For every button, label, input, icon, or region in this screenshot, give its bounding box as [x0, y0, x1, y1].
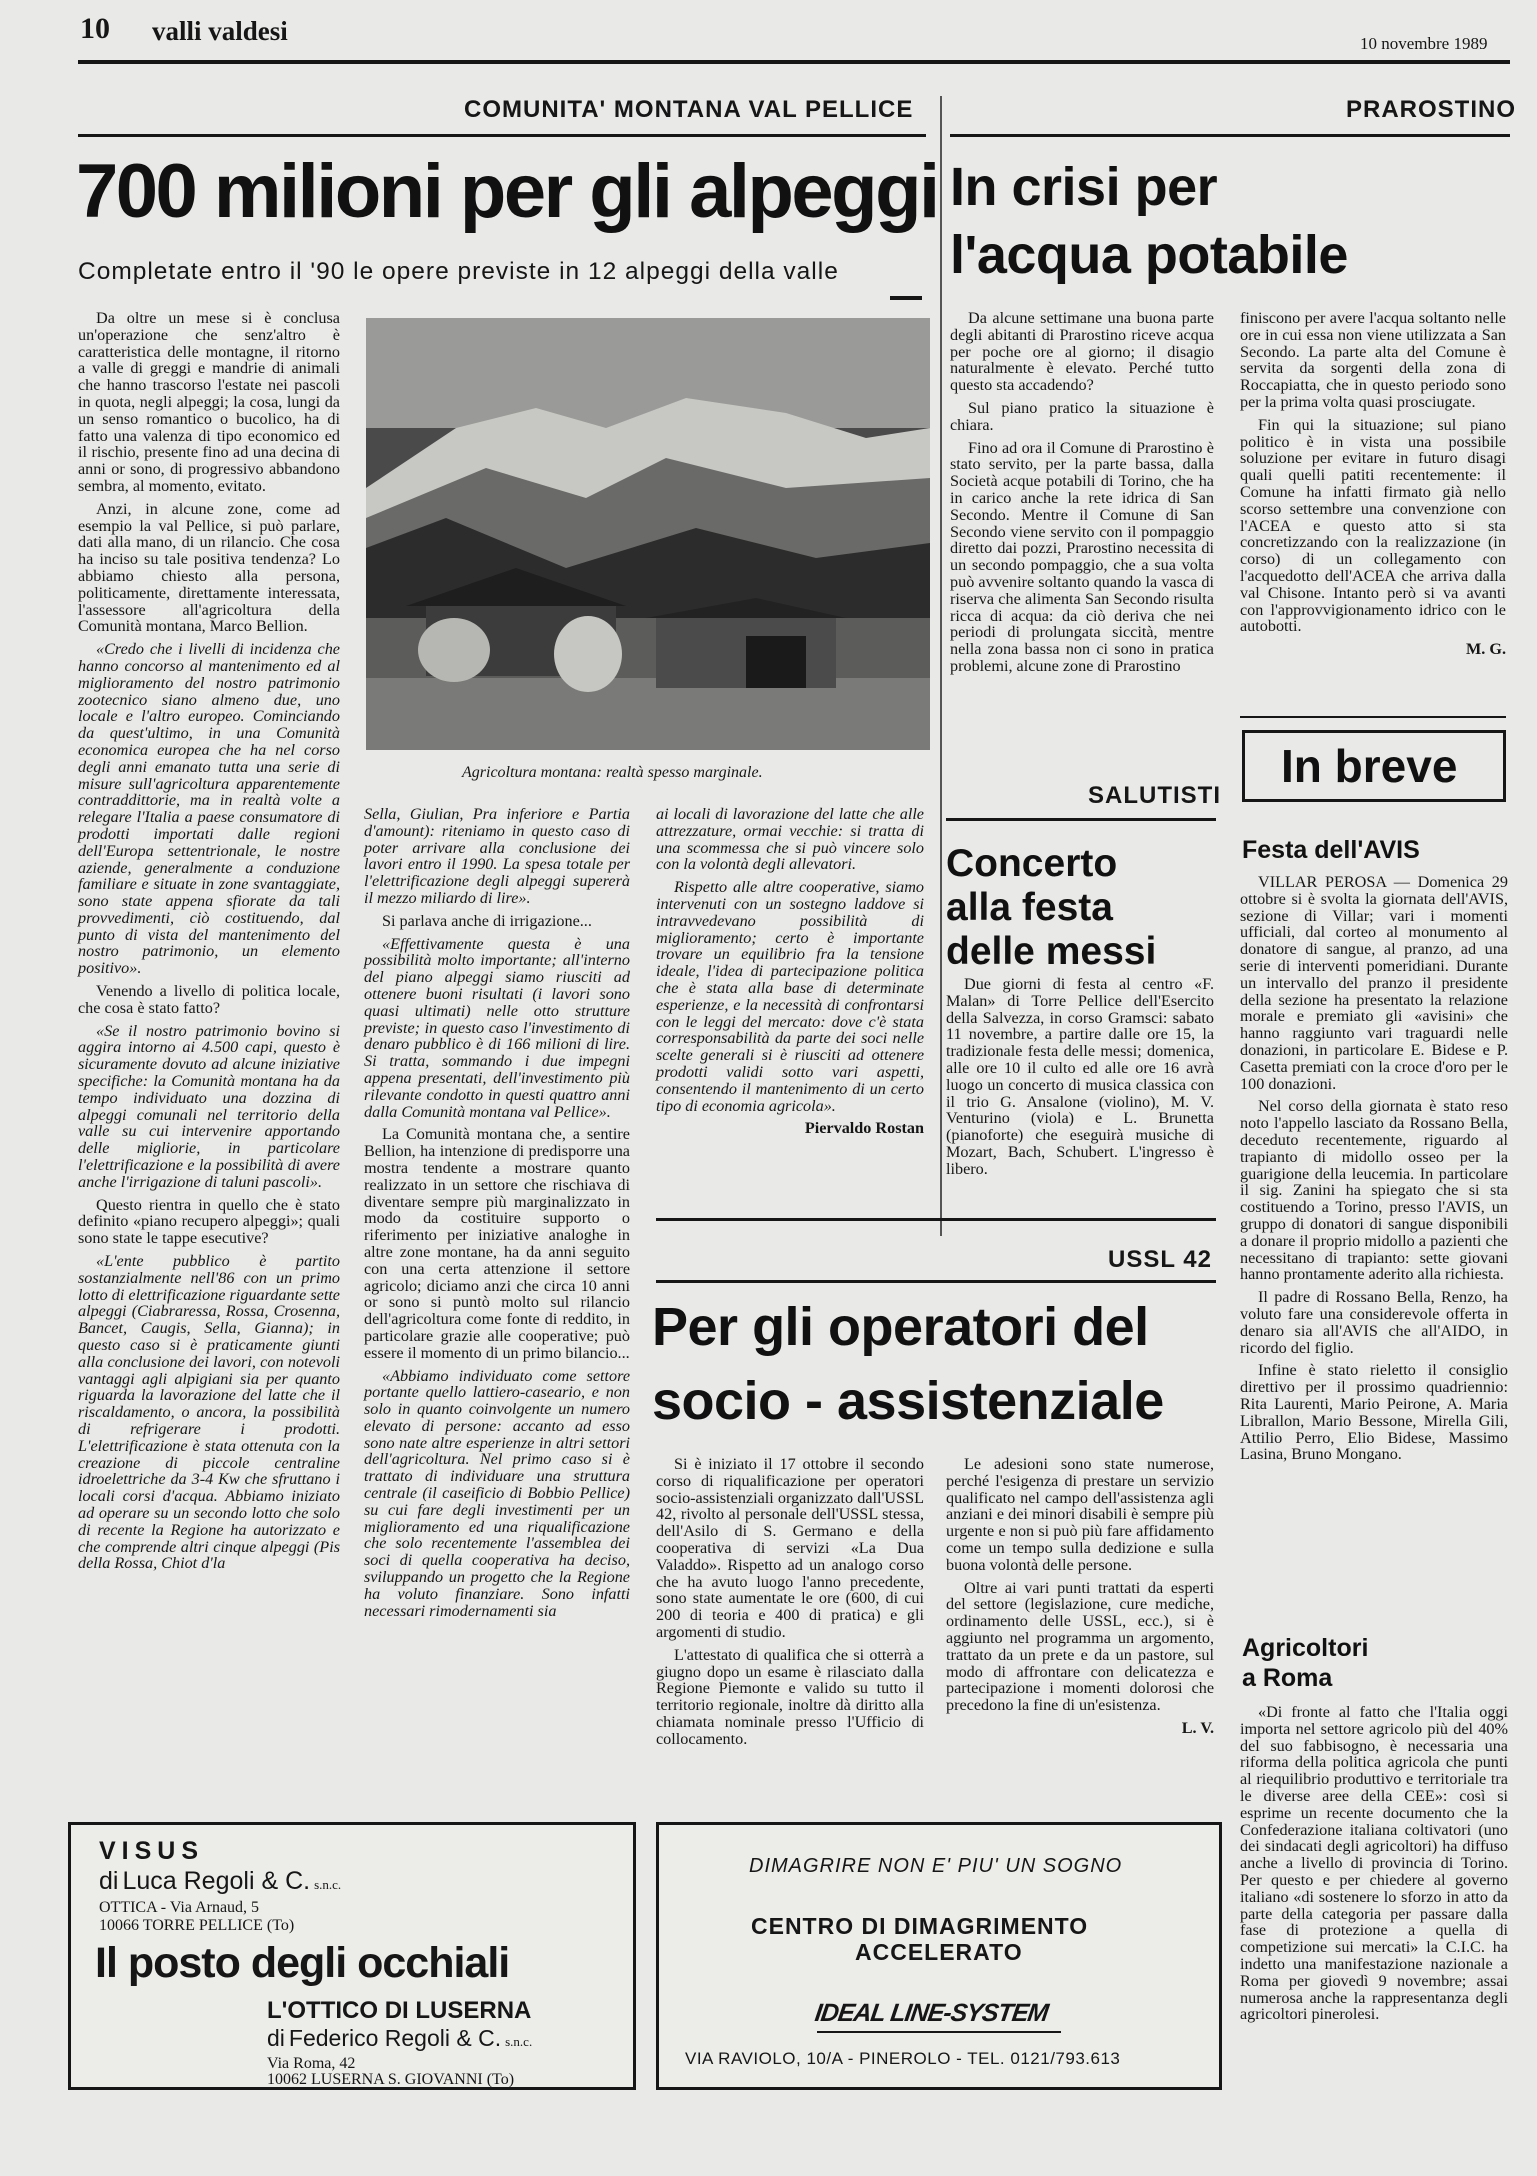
photo-caption: Agricoltura montana: realtà spesso marginale.	[462, 764, 763, 781]
acqua-col-1	[950, 310, 1214, 681]
alpeggi-paragraph: ai locali di lavorazione del latte che alle attrezzature, ormai vecchie: si tratta di una scommessa che si può vincere solo con la volontà degli allevatori.	[656, 805, 924, 874]
alpeggi-paragraph: Si parlava anche di irrigazione...	[382, 911, 592, 930]
ad-luserna-address: Via Roma, 42	[267, 2055, 356, 2072]
alpeggi-paragraph: «Credo che i livelli di incidenza che hanno concorso al mantenimento ed al miglioramento del nostro patrimonio zootecnico siano almeno due, uno locale e l'altro europeo. Cominciando da quest'ultimo, in una Comunità economica europea che ha nel corso degli anni emanato tutta una serie di misure sull'agricoltura apparentemente contraddittorie, ma in realtà volte a relegare l'Italia a paese consumatore di prodotti importati dalle regioni dell'Europa settentrionale, le nostre aziende, generalmente a conduzione familiare e situate in zone svantaggiate, sono state appena sfiorate da tali provvedimenti, ciò costituendo, dal punto di vista del mantenimento del nostro patrimonio, un elemento positivo».	[78, 640, 340, 978]
ad-text: Federico Regoli & C.	[288, 2025, 502, 2051]
subtitle-alpeggi: Completate entro il '90 le opere previste in 12 alpeggi della valle	[78, 258, 839, 285]
alpeggi-col-1	[78, 310, 340, 1578]
kicker-salutisti: SALUTISTI	[1088, 782, 1221, 809]
headline-agricoltori-2: a Roma	[1242, 1664, 1333, 1692]
ad-text: Luca Regoli & C.	[122, 1867, 311, 1895]
headline-acqua-1: In crisi per	[950, 157, 1218, 217]
ad-visus-slogan: Il posto degli occhiali	[95, 1939, 510, 1987]
alpeggi-col-2	[364, 806, 630, 1625]
acqua-paragraph: finiscono per avere l'acqua soltanto nelle ore in cui essa non viene utilizzata a San Secondo. La parte alta del Comune è servita da sorgenti della zona di Roccapiatta, che in questo periodo sono per la prima volta quasi prosciugate.	[1240, 309, 1506, 411]
alpeggi-paragraph: «L'ente pubblico è partito sostanzialmente nell'86 con un primo lotto di elettrificazione riguardante sette alpeggi (Ciabraressa, Rossa, Crosenna, Bancet, Caugis, Sella, Gianna); in questo caso si è praticamente giunti alla conclusione dei lavori, con notevoli vantaggi agli alpigiani sia per quanto riguarda la lavorazione del latte che il riscaldamento, o ancora, la possibilità di refrigerare i prodotti. L'elettrificazione è stata ottenuta con la creazione di piccole centraline idroelettriche da 3-4 Kw che sfruttano i locali corsi d'acqua. Abbiamo iniziato ad operare su un secondo lotto che solo di recente la Regione ha autorizzato e che comprende altri cinque alpeggi (Pis della Rossa, Chiot d'la	[78, 1252, 340, 1573]
mountain-hut-illustration	[366, 318, 930, 750]
salutisti-body	[946, 976, 1214, 1184]
ad-address: VIA RAVIOLO, 10/A - PINEROLO - TEL. 0121/793.613	[685, 2049, 1121, 2068]
ad-logo: IDEAL LINE-SYSTEM	[813, 1999, 1050, 2027]
ad-visus-brand: VISUS	[99, 1837, 205, 1865]
alpeggi-paragraph: «Abbiamo individuato come settore portante quello lattiero-caseario, e non solo in quanto coinvolgente un numero elevato di persone: accanto ad esso sono nate altre esperienze in altri settori dell'agricoltura. Nel primo caso si è trattato di individuare una struttura centrale (il caseificio di Bobbio Pellice) su cui fare degli investimenti per un miglioramento ed una riqualificazione che solo recentemente l'assemblea dei soci di quella cooperativa ha deciso, sviluppando un progetto che la Regione ha voluto finanziare. Sono infatti necessari rimodernamenti sia	[364, 1366, 630, 1620]
ad-visus-city: 10066 TORRE PELLICE (To)	[99, 1917, 295, 1934]
subtitle-dash	[890, 296, 922, 300]
issue-date: 10 novembre 1989	[1360, 34, 1488, 53]
avis-paragraph: Nel corso della giornata è stato reso noto l'appello lasciato da Rossano Bella, deceduto recentemente, riguardo al trapianto di midollo osseo per la guarigione della leucemia. In particolare il sig. Zanini ha spiegato che si sta costituendo a Torino, presso l'AVIS, un gruppo di donatori di sangue disponibili a donare il proprio midollo a pazienti che necessitano di trapianto: sette giovani hanno prontamente aderito alla richiesta.	[1240, 1097, 1508, 1284]
kicker-prarostino: PRAROSTINO	[1346, 96, 1517, 123]
in-breve-box	[1242, 730, 1506, 802]
alpeggi-paragraph: Rispetto alle altre cooperative, siamo intervenuti con un sostegno laddove si intravvedevano possibilità di miglioramento; certo è importante trovare un equilibrio fra la tensione ideale, l'idea di partecipazione politica che è stata alla base di determinate esperienze, e la necessità di confrontarsi con le leggi del mercato: dove c'è stata corresponsabilità da parte dei soci nelle scelte generali si è riusciti ad ottenere prodotti validi sotto vari aspetti, consentendo il mantenimento di un certo tipo di economia agricola».	[656, 878, 924, 1115]
headline-concerto	[946, 842, 1156, 974]
ad-text: s.n.c.	[505, 2034, 533, 2049]
kicker-rule	[78, 134, 926, 137]
acqua-paragraph: Fino ad ora il Comune di Prarostino è stato servito, per la parte bassa, dalla Società acque potabili di Torino, che ha in carico anche la rete idrica di San Secondo. Mentre il Comune di San Secondo viene servito con il pompaggio diretto dai pozzi, Prarostino necessita di un secondo pompaggio, che a sua volta può avvenire soltanto quando la vasca di riserva che alimenta San Secondo risulta ricca di acqua: da ciò deriva che nei periodi di prolungata siccità, mentre nella zona bassa non ci sono in pratica problemi, alcune zone di Prarostino	[950, 438, 1214, 675]
newspaper-title: valli valdesi	[152, 16, 288, 46]
kicker-rule	[946, 818, 1216, 821]
agricoltori-paragraph: «Di fronte al fatto che l'Italia oggi importa nel settore agricolo più del 40% del suo fabbisogno, è necessaria una riforma della politica agricola che punti al riequilibrio produttivo e territoriale tra le diverse aree della CEE»: così si esprime un recente documento che la Confederazione italiana coltivatori (uno dei sindacati degli agricoltori) ha diffuso anche a livello di provincia di Torino. Per questo e per chiedere al governo italiano «di sostenere lo sforzo in atto da parte della categoria per passare dalla fase di protezione a quella di competizione sui mercati» la C.I.C. ha indetto una manifestazione nazionale a Roma per giovedì 9 novembre; assai numerosa anche la rappresentanza degli agricoltori pinerolesi.	[1240, 1703, 1508, 2024]
author-signature: L. V.	[1181, 1718, 1214, 1737]
ussl-paragraph: Le adesioni sono state numerose, perché l'esigenza di prestare un servizio qualificato nel campo dell'assistenza agli anziani e dei minori disabili è sempre più urgente e non si può più fare affidamento come un tempo sulla dedizione e sulla buona volontà delle persone.	[946, 1455, 1214, 1574]
author-signature: M. G.	[1465, 640, 1506, 659]
ad-tagline: DIMAGRIRE NON E' PIU' UN SOGNO	[749, 1855, 1123, 1877]
avis-paragraph: Il padre di Rossano Bella, Renzo, ha voluto fare una considerevole offerta in denaro sia all'AVIS che all'AIDO, in ricordo del figlio.	[1240, 1288, 1508, 1357]
acqua-paragraph: Fin qui la situazione; sul piano politico è in vista una possibile soluzione per evitare in futuro disagi quali quelli patiti recentemente: il Comune ha infatti firmato già nello scorso settembre una convenzione con l'ACEA e questo atto si sta concretizzando con la realizzazione (in corso) di un collegamento con l'acquedotto dell'ACEA che arriva dalla val Chisone. Intanto però si va avanti con l'approvvigionamento idrico con le autobotti.	[1240, 415, 1506, 636]
alpeggi-paragraph: La Comunità montana che, a sentire Bellion, ha intenzione di predisporre una mostra tendente a mostrare quanto realizzato in un settore che rischiava di diventare sempre più marginalizzato in modo da costituire supporto o riferimento per iniziative analoghe in altre zone montane, ha da anni seguito con una certa attenzione il settore agricolo; diciamo anzi che circa 10 anni or sono si puntò molto sul rilancio dell'agricoltura come fonte di reddito, in particolare grazie alle cooperative; può essere il momento di un primo bilancio...	[364, 1125, 630, 1362]
headline-operatori-1: Per gli operatori del	[652, 1297, 1149, 1357]
headline-acqua-2: l'acqua potabile	[950, 225, 1348, 285]
ad-title-2: ACCELERATO	[855, 1939, 1023, 1965]
headline-line: delle messi	[946, 930, 1157, 973]
avis-paragraph: Infine è stato rieletto il consiglio direttivo per il prossimo quadriennio: Rita Laurenti, Mario Peirone, A. Maria Librallon, Mario Bessone, Mirella Gili, Attilio Perro, Elio Bidese, Massimo Lasina, Bruno Mongano.	[1240, 1361, 1508, 1464]
alpeggi-paragraph: Anzi, in alcune zone, come ad esempio la val Pellice, si può parlare, dati alla mano, di un rilancio. Che cosa ha inciso su tale positiva tendenza? Lo abbiamo chiesto alla persona, politicamente, direttamente interessata, l'assessore all'agricoltura della Comunità montana, Marco Bellion.	[78, 499, 340, 636]
ussl-paragraph: Oltre ai vari punti trattati da esperti del settore (legislazione, cure mediche, ordinamento delle USSL, ecc.), si è aggiunto nel programma un argomento, trattato da un prete e da un pastore, sul modo di affrontare con delicatezza e partecipazione i momenti dolorosi che precedono la fine di un'esistenza.	[946, 1578, 1214, 1715]
masthead-rule	[78, 60, 1510, 64]
kicker-comunita-montana: COMUNITA' MONTANA VAL PELLICE	[464, 96, 914, 123]
headline-line: Concerto	[946, 842, 1118, 885]
section-rule	[1240, 716, 1506, 718]
ussl-col-1	[656, 1456, 924, 1754]
headline-operatori-2: socio - assistenziale	[652, 1371, 1164, 1431]
kicker-ussl: USSL 42	[1108, 1246, 1212, 1273]
ad-ottico-luserna: L'OTTICO DI LUSERNA	[267, 1997, 532, 2024]
headline-alpeggi: 700 milioni per gli alpeggi	[76, 149, 938, 234]
alpeggi-paragraph: Da oltre un mese si è conclusa un'operazione che senz'altro è caratteristica delle montagne, il ritorno a valle di greggi e mandrie di animali che hanno trascorso l'estate nei pascoli in quota, negli alpeggi; la cosa, lungi da un senso romantico o bucolico, ha di fatto una valenza di tipo economico ed il rischio, presente fino ad una decina di anni or sono, di progressivo abbandono sembra, al momento, evitato.	[78, 309, 340, 495]
avis-body	[1240, 874, 1508, 1469]
alpeggi-paragraph: «Se il nostro patrimonio bovino si aggira intorno ai 4.500 capi, questo è sicuramente dovuto ad alcune iniziative specifiche: la Comunità montana ha da tempo individuato una dozzina di alpeggi comunali nel territorio della valle su cui intervenire apportando delle migliorie, in particolare l'elettrificazione e la possibilità di avere anche l'irrigazione di taluni pascoli».	[78, 1021, 340, 1191]
ad-text: di	[267, 2025, 285, 2051]
acqua-paragraph: Sul piano pratico la situazione è chiara.	[950, 398, 1214, 434]
alpeggi-paragraph: Sella, Giulian, Pra inferiore e Partia d'amount): riteniamo in questo caso di poter arrivare alla conclusione dei lavori entro il 1990. La spesa totale per l'elettrificazione degli alpeggi supererà il mezzo miliardo di lire».	[364, 805, 630, 907]
ad-visus	[68, 1822, 636, 2090]
column-divider	[940, 96, 942, 1236]
page-number: 10	[80, 12, 110, 45]
in-breve-title: In breve	[1281, 740, 1458, 792]
section-rule	[656, 1218, 1216, 1221]
author-signature: Piervaldo Rostan	[804, 1119, 924, 1138]
ussl-paragraph: L'attestato di qualifica che si otterrà a giugno dopo un esame è rilasciato dalla Regione Piemonte e valido su tutto il territorio regionale, inoltre dà diritto alla chiamata nominale presso l'Ufficio di collocamento.	[656, 1645, 924, 1748]
ussl-paragraph: Si è iniziato il 17 ottobre il secondo corso di riqualificazione per operatori socio-assistenziali organizzato dall'USSL 42, rivolto al personale dell'USSL stessa, dell'Asilo di S. Germano e della cooperativa di servizi «La Dua Valaddo». Rispetto ad un analogo corso che ha avuto luogo l'anno precedente, sono state aumentate le ore (600, di cui 200 di teoria e 400 di pratica) e gli argomenti di studio.	[656, 1455, 924, 1641]
ad-visus-address: OTTICA - Via Arnaud, 5	[99, 1899, 260, 1916]
avis-paragraph: VILLAR PEROSA — Domenica 29 ottobre si è svolta la giornata dell'AVIS, sezione di Villar; vari i momenti ufficiali, dal corteo al monumento al donatore di sangue, al pranzo, ad una serie di interventi pomeridiani. Durante un intervallo del pranzo il presidente della sezione ha presentato la relazione morale e premiato gli «avisini» che hanno raggiunto vari traguardi nelle donazioni, in particolare E. Bidese e P. Casetta premiati con la croce d'oro per le 100 donazioni.	[1240, 873, 1508, 1093]
ad-visus-owner	[99, 1867, 341, 1896]
alpeggi-col-3	[656, 806, 924, 1143]
ad-dimagrimento	[656, 1822, 1222, 2090]
headline-avis: Festa dell'AVIS	[1242, 836, 1420, 864]
alpeggi-paragraph: Questo rientra in quello che è stato definito «piano recupero alpeggi»; quali sono state le tappe esecutive?	[78, 1195, 340, 1248]
ad-title-1: CENTRO DI DIMAGRIMENTO	[751, 1913, 1089, 1939]
alpeggi-paragraph: Venendo a livello di politica locale, che cosa è stato fatto?	[78, 982, 340, 1017]
acqua-col-2	[1240, 310, 1506, 664]
headline-agricoltori-1: Agricoltori	[1242, 1634, 1369, 1662]
ad-logo-underline	[817, 2031, 1061, 2033]
ad-text: di	[99, 1867, 119, 1895]
salutisti-paragraph: Due giorni di festa al centro «F. Malan» di Torre Pellice dell'Esercito della Salvezza, in corso Gramsci: sabato 11 novembre, a partire dalle ore 15, la tradizionale festa delle messi; domenica, alle ore 10 il culto ed alle ore 16 avrà luogo un concerto di musica classica con il trio G. Ansalone (violino), M. V. Venturino (viola) e L. Brunetta (pianoforte) che eseguirà musiche di Mozart, Bach, Schubert. L'ingresso è libero.	[946, 975, 1214, 1178]
alpeggi-paragraph: «Effettivamente questa è una possibilità molto importante; all'interno del piano alpeggi siamo riusciti ad ottenere buoni risultati (i lavori sono quasi ultimati) nelle otto strutture previste; in questo caso l'investimento di denaro pubblico è di 166 milioni di lire. Si tratta, sommando i due impegni appena presentati, dell'investimento più rilevante condotto in questi quattro anni dalla Comunità montana val Pellice».	[364, 934, 630, 1121]
headline-line: alla festa	[946, 886, 1113, 929]
kicker-rule	[950, 134, 1510, 137]
agricoltori-body	[1240, 1704, 1508, 2029]
article-photo	[366, 318, 930, 750]
ad-text: s.n.c.	[314, 1877, 342, 1892]
ad-luserna-city: 10062 LUSERNA S. GIOVANNI (To)	[267, 2071, 515, 2088]
kicker-rule	[656, 1280, 1216, 1283]
ad-luserna-owner	[267, 2025, 532, 2052]
ussl-col-2	[946, 1456, 1214, 1743]
acqua-paragraph: Da alcune settimane una buona parte degli abitanti di Prarostino riceve acqua per poche ore al giorno; il disagio naturalmente è elevato. Perché tutto questo sta accadendo?	[950, 309, 1214, 395]
